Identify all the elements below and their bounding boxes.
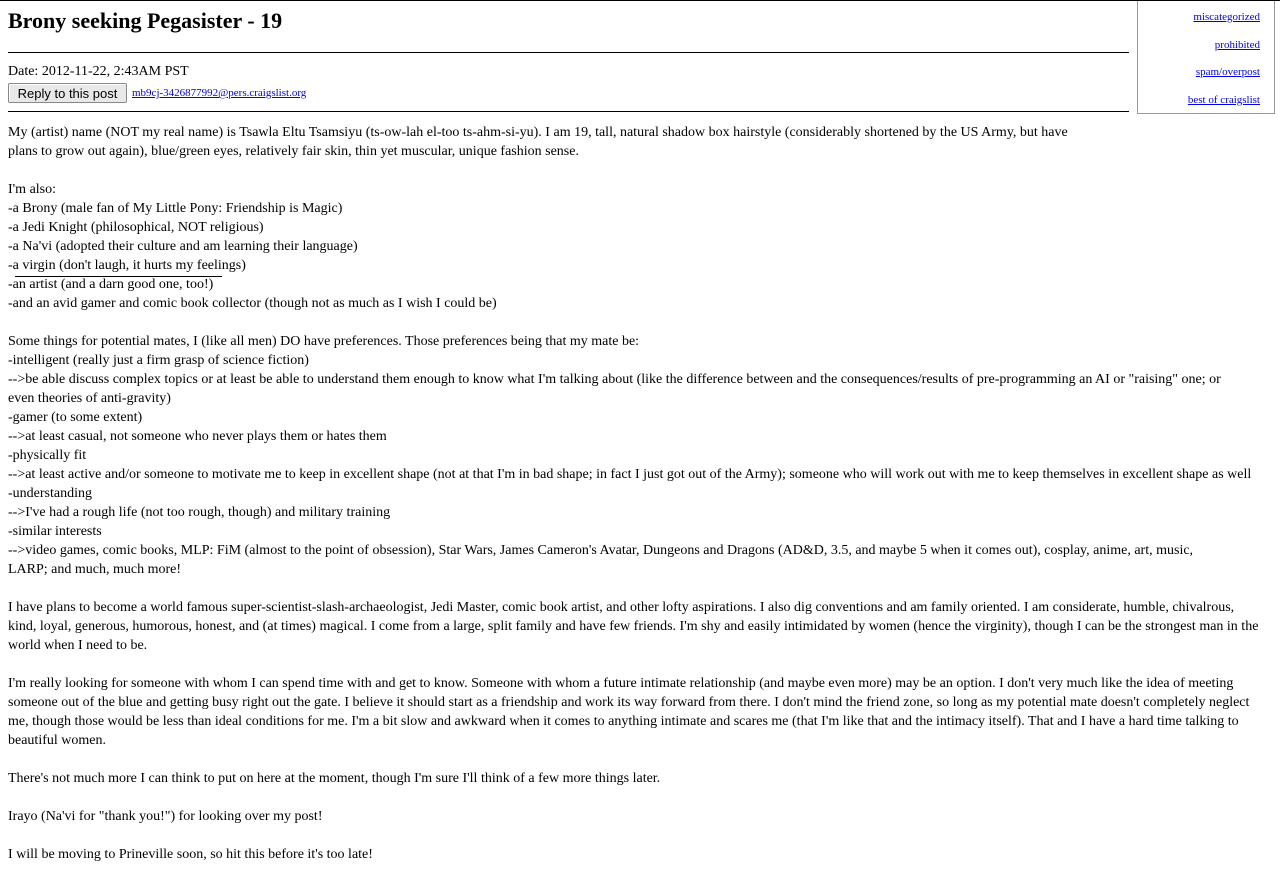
body-line: kind, loyal, generous, humorous, honest, and (at times) magical. I come from a large, split family and have few friends. I'm shy and easily intimidated by women (hence the virginity), though I can be the strongest man in the (8, 619, 1259, 634)
flag-box (1137, 1, 1275, 114)
flag-spam-link[interactable]: spam/overpost (1195, 66, 1260, 78)
posting-body (8, 123, 1280, 864)
posting-title: Brony seeking Pegasister - 19 (8, 8, 283, 33)
body-line: -a Brony (male fan of My Little Pony: Friendship is Magic) (8, 201, 343, 216)
flag-miscategorized-link[interactable]: miscategorized (1193, 11, 1260, 23)
title-divider (8, 52, 1129, 53)
best-of-craigslist-link[interactable]: best of craigslist (1187, 94, 1260, 106)
blank-line (8, 826, 1280, 845)
reply-button[interactable]: Reply to this post (8, 83, 127, 103)
body-line: My (artist) name (NOT my real name) is Tsawla Eltu Tsamsiyu (ts-ow-lah el-too ts-ahm-si-yu). I am 19, tall, natural shadow box hairstyle (considerably shortened by the US Army, but have (8, 125, 1068, 140)
blank-line (8, 788, 1280, 807)
body-line: -gamer (to some extent) (8, 410, 143, 425)
body-line: -->at least casual, not someone who never plays them or hates them (8, 429, 387, 444)
body-line: I'm really looking for someone with whom I can spend time with and get to know. Someone with whom a future intimate relationship (and maybe even more) may be an option. I don't very much like the idea of meeting (8, 676, 1234, 691)
body-line: -a Na'vi (adopted their culture and am learning their language) (8, 239, 358, 254)
body-line: -->video games, comic books, MLP: FiM (almost to the point of obsession), Star Wars, James Cameron's Avatar, Dungeons and Dragons (AD&D, 3.5, and maybe 5 when it comes out), cosplay, anime, art, music, (8, 543, 1194, 558)
body-line: I'm also: (8, 182, 57, 197)
body-line: beautiful women. (8, 733, 106, 748)
body-line: -a virgin (don't laugh, it hurts my feelings) (8, 258, 246, 273)
header-divider (8, 111, 1129, 112)
body-line: someone out of the blue and getting busy right out the gate. I believe it should start as a friendship and work its way forward from there. I don't mind the friend zone, so long as my potential mate doesn't completely neglect (8, 695, 1250, 710)
blank-line (8, 579, 1280, 598)
body-line: even theories of anti-gravity) (8, 391, 171, 406)
posting-date: Date: 2012-11-22, 2:43AM PST (8, 64, 189, 79)
flag-prohibited-link[interactable]: prohibited (1214, 39, 1260, 51)
blank-line (8, 750, 1280, 769)
body-line: -intelligent (really just a firm grasp of science fiction) (8, 353, 309, 368)
body-line: -physically fit (8, 448, 87, 463)
blank-line (8, 161, 1280, 180)
body-line: -an artist (and a darn good one, too!) (8, 277, 214, 292)
body-line: Some things for potential mates, I (like all men) DO have preferences. Those preferences being that my mate be: (8, 334, 640, 349)
reply-email-link[interactable]: mb9cj-3426877992@pers.craigslist.org (132, 87, 307, 99)
body-line: -->I've had a rough life (not too rough, though) and military training (8, 505, 391, 520)
body-line: -and an avid gamer and comic book collector (though not as much as I wish I could be) (8, 296, 497, 311)
body-line: -->at least active and/or someone to motivate me to keep in excellent shape (not at that I'm in bad shape; in fact I just got out of the Army); someone who will work out with me to keep themselves in excellent shape as well (8, 467, 1252, 482)
strikethrough-line (15, 276, 222, 277)
blank-line (8, 313, 1280, 332)
body-line: I have plans to become a world famous super-scientist-slash-archaeologist, Jedi Master, comic book artist, and other lofty aspirations. I also dig conventions and am family oriented. I am considerate, humble, chivalrous, (8, 600, 1235, 615)
body-line: There's not much more I can think to put on here at the moment, though I'm sure I'll think of a few more things later. (8, 771, 661, 786)
body-line: -similar interests (8, 524, 102, 539)
body-line: I will be moving to Prineville soon, so hit this before it's too late! (8, 847, 373, 862)
body-line: -->be able discuss complex topics or at least be able to understand them enough to know what I'm talking about (like the difference between and the consequences/results of pre-programming an AI or "raising" one; or (8, 372, 1221, 387)
blank-line (8, 655, 1280, 674)
body-line: plans to grow out again), blue/green eyes, relatively fair skin, thin yet muscular, unique fashion sense. (8, 144, 579, 159)
body-line: -understanding (8, 486, 92, 501)
body-line: me, though those would be less than ideal conditions for me. I'm a bit slow and awkward when it comes to anything intimate and scares me (that I'm like that and the intimacy itself). That and I have a hard time talking to (8, 714, 1239, 729)
body-line: -a Jedi Knight (philosophical, NOT religious) (8, 220, 264, 235)
body-line: Irayo (Na'vi for "thank you!") for looking over my post! (8, 809, 323, 824)
body-line: LARP; and much, much more! (8, 562, 182, 577)
body-line: world when I need to be. (8, 638, 148, 653)
